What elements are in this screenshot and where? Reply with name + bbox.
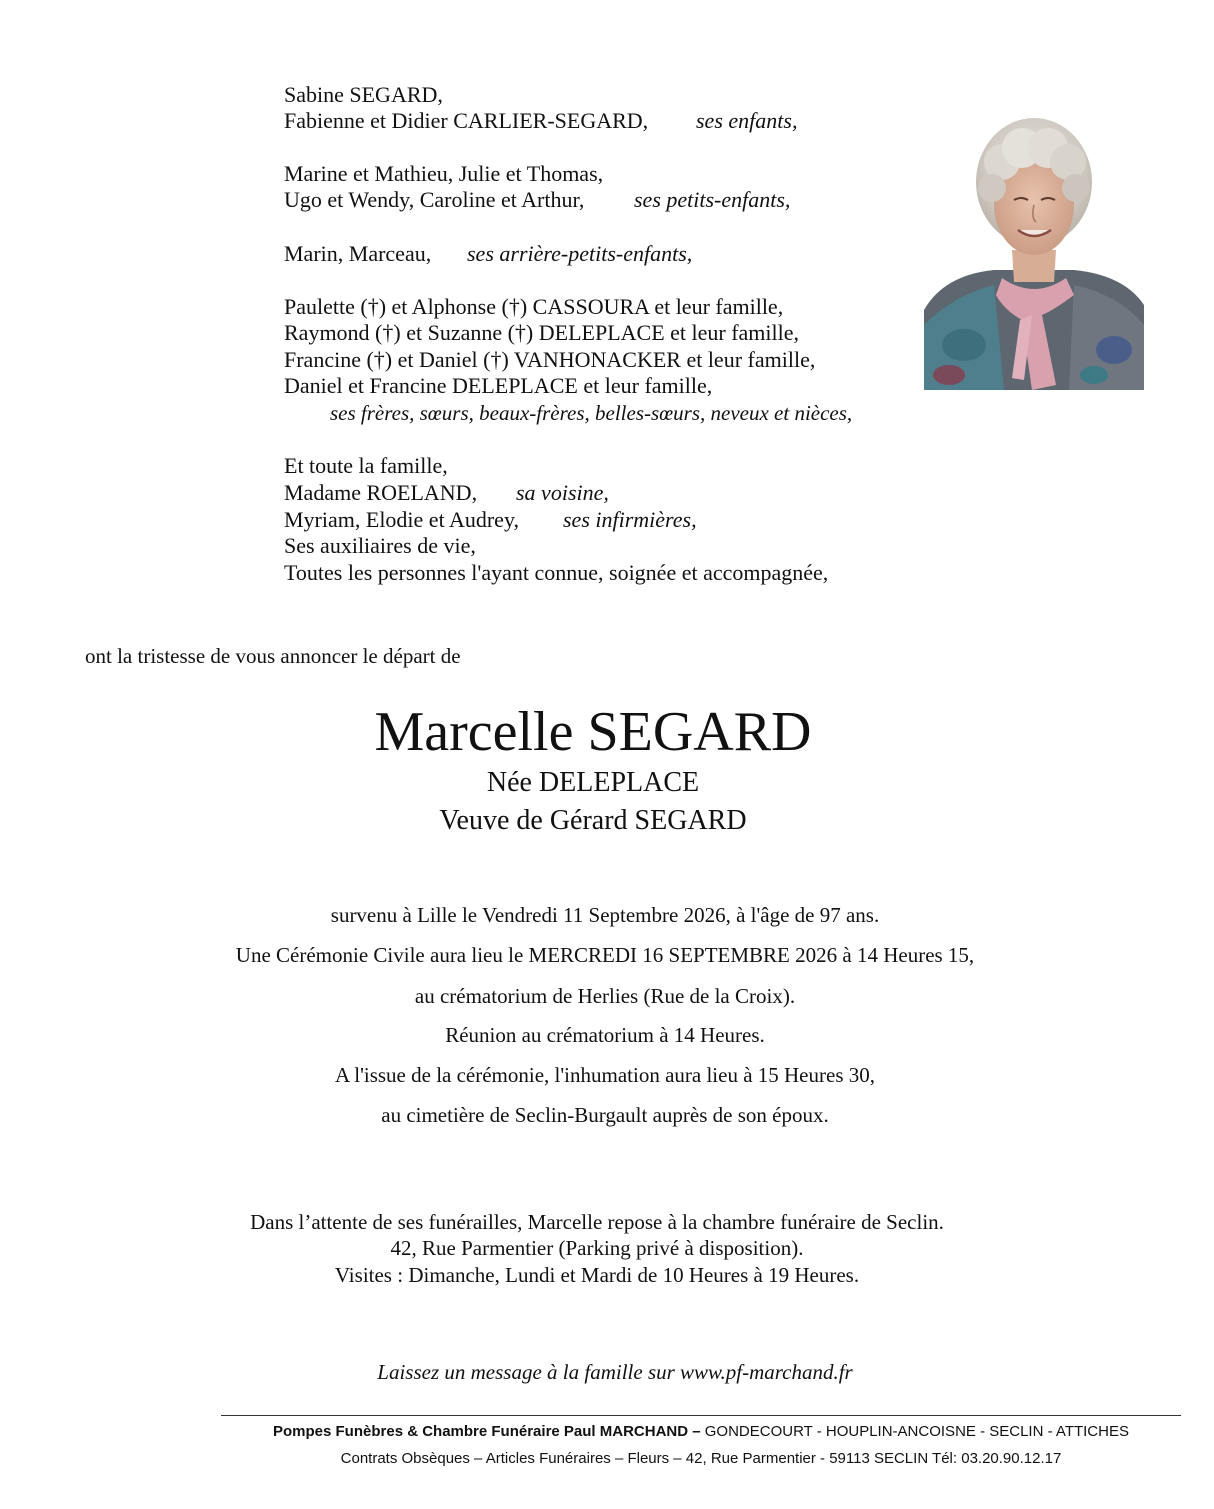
footer-line-1	[221, 1423, 1181, 1441]
footer-line-2: Contrats Obsèques – Articles Funéraires – Fleurs – 42, Rue Parmentier - 59113 SECLIN Tél: 03.20.90.12.17	[340, 1450, 1062, 1467]
family-greatgrandchildren: Marin, Marceau,	[284, 241, 432, 266]
service-line-1: survenu à Lille le Vendredi 11 Septembre 2026, à l'âge de 97 ans.	[330, 903, 880, 927]
family-children-1: Sabine SEGARD,	[284, 82, 443, 107]
family-others-1: Et toute la famille,	[284, 453, 448, 478]
family-grandchildren-1: Marine et Mathieu, Julie et Thomas,	[284, 161, 604, 186]
family-grandchildren-2: Ugo et Wendy, Caroline et Arthur,	[284, 187, 585, 212]
deceased-maiden-name: Née DELEPLACE	[486, 767, 700, 798]
family-neighbor-role: sa voisine,	[516, 480, 609, 505]
family-nurses: Myriam, Elodie et Audrey,	[284, 507, 520, 532]
family-children-role: ses enfants,	[696, 108, 798, 133]
family-others-2: Ses auxiliaires de vie,	[284, 533, 476, 558]
family-greatgrandchildren-role: ses arrière-petits-enfants,	[467, 241, 693, 266]
deceased-widow-of: Veuve de Gérard SEGARD	[439, 805, 747, 836]
family-nurses-role: ses infirmières,	[563, 507, 697, 532]
portrait-image	[924, 110, 1144, 390]
footer-locations: GONDECOURT - HOUPLIN-ANCOISNE - SECLIN - ATTICHES	[700, 1423, 1129, 1440]
service-line-3: au crématorium de Herlies (Rue de la Croix).	[414, 984, 796, 1008]
portrait-photo	[924, 110, 1144, 390]
family-siblings-4: Daniel et Francine DELEPLACE et leur famille,	[284, 373, 713, 398]
service-line-6: au cimetière de Seclin-Burgault auprès de son époux.	[381, 1103, 829, 1127]
family-neighbor: Madame ROELAND,	[284, 480, 478, 505]
rest-line-3: Visites : Dimanche, Lundi et Mardi de 10 Heures à 19 Heures.	[334, 1263, 860, 1287]
rest-line-2: 42, Rue Parmentier (Parking privé à disposition).	[390, 1236, 804, 1260]
family-grandchildren-role: ses petits-enfants,	[634, 187, 791, 212]
family-siblings-3: Francine (†) et Daniel (†) VANHONACKER et leur famille,	[284, 347, 816, 372]
footer-divider	[221, 1415, 1181, 1416]
family-siblings-1: Paulette (†) et Alphonse (†) CASSOURA et leur famille,	[284, 294, 784, 319]
family-others-3: Toutes les personnes l'ayant connue, soignée et accompagnée,	[284, 560, 829, 585]
family-children-2: Fabienne et Didier CARLIER-SEGARD,	[284, 108, 649, 133]
footer-company: Pompes Funèbres & Chambre Funéraire Paul MARCHAND –	[273, 1423, 701, 1440]
service-line-4: Réunion au crématorium à 14 Heures.	[445, 1023, 765, 1047]
family-siblings-role: ses frères, sœurs, beaux-frères, belles-sœurs, neveux et nièces,	[330, 401, 853, 425]
rest-line-1: Dans l’attente de ses funérailles, Marcelle repose à la chambre funéraire de Seclin.	[250, 1210, 944, 1234]
family-siblings-2: Raymond (†) et Suzanne (†) DELEPLACE et leur famille,	[284, 320, 800, 345]
message-link[interactable]: Laissez un message à la famille sur www.pf-marchand.fr	[377, 1360, 853, 1384]
announcement: ont la tristesse de vous annoncer le départ de	[85, 644, 461, 668]
service-line-2: Une Cérémonie Civile aura lieu le MERCREDI 16 SEPTEMBRE 2026 à 14 Heures 15,	[235, 943, 975, 967]
service-line-5: A l'issue de la cérémonie, l'inhumation aura lieu à 15 Heures 30,	[335, 1063, 875, 1087]
deceased-name: Marcelle SEGARD	[374, 701, 812, 763]
